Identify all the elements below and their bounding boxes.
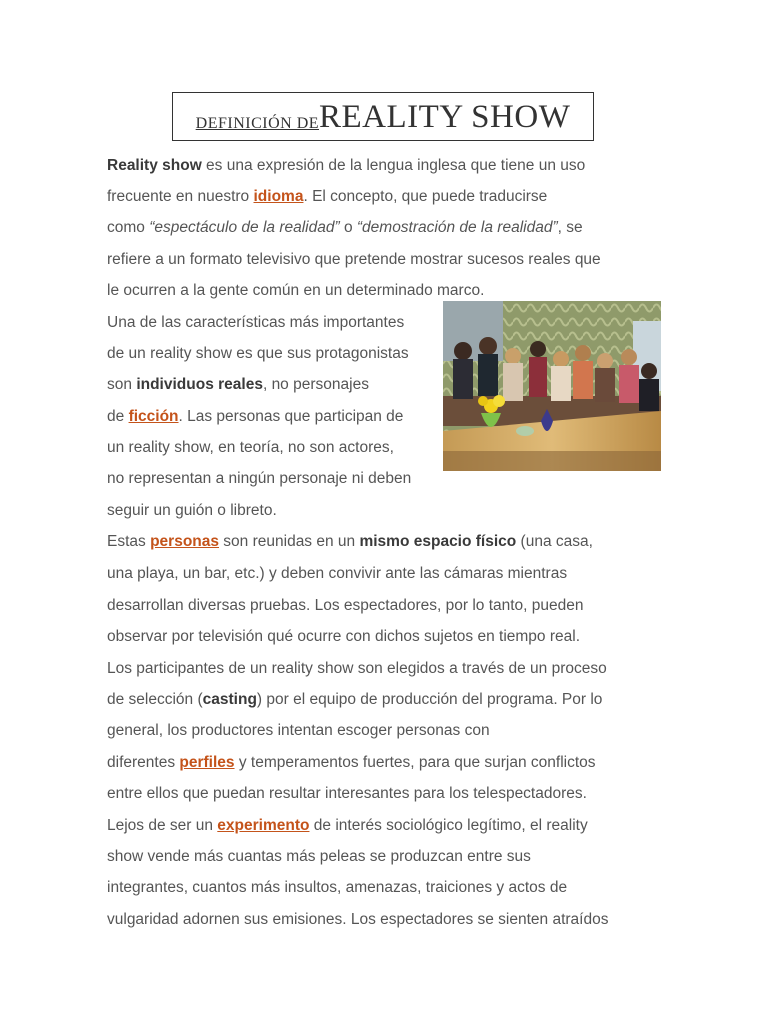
bold-term: casting: [202, 691, 257, 708]
text-run: seguir un guión o libreto.: [107, 502, 277, 519]
text-line: [107, 564, 567, 584]
text-line: [107, 816, 588, 836]
text-run: una playa, un bar, etc.) y deben convivir ante las cámaras mientras: [107, 565, 568, 582]
text-line: [107, 721, 490, 741]
text-run: Estas: [107, 533, 151, 550]
text-line: [107, 532, 593, 552]
text-line: [107, 501, 277, 521]
text-run: frecuente en nuestro: [107, 188, 254, 205]
term-link[interactable]: ficción: [128, 408, 179, 425]
text-run: diferentes: [107, 754, 180, 771]
text-run: Lejos de ser un: [107, 817, 218, 834]
text-line: [107, 753, 596, 773]
text-run: entre ellos que puedan resultar interesantes para los telespectadores.: [107, 785, 587, 802]
text-line: [107, 659, 607, 679]
text-run: . El concepto, que puede traducirse: [303, 188, 548, 205]
text-run: de un reality show es que sus protagonistas: [107, 345, 409, 362]
text-run: general, los productores intentan escoger personas con: [107, 722, 490, 739]
text-run: . Las personas que participan de: [178, 408, 404, 425]
bold-term: individuos reales: [136, 376, 263, 393]
text-line: [107, 847, 531, 867]
text-line: [107, 281, 484, 301]
reality-show-photo: [443, 301, 661, 471]
text-run: de selección (: [107, 691, 203, 708]
text-line: [107, 627, 580, 647]
bold-term: mismo espacio físico: [359, 533, 517, 550]
italic-phrase: “espectáculo de la realidad”: [149, 219, 340, 236]
title-prefix: DEFINICIÓN DE: [195, 115, 320, 132]
text-run: integrantes, cuantos más insultos, amenazas, traiciones y actos de: [107, 879, 568, 896]
text-run: de interés sociológico legítimo, el reality: [309, 817, 588, 834]
term-link[interactable]: experimento: [217, 817, 310, 834]
text-line: [107, 313, 404, 333]
text-line: [107, 469, 411, 489]
term-link[interactable]: idioma: [253, 188, 304, 205]
text-run: son reunidas en un: [219, 533, 360, 550]
text-run: desarrollan diversas pruebas. Los espectadores, por lo tanto, pueden: [107, 597, 584, 614]
text-run: (una casa,: [516, 533, 593, 550]
text-run: vulgaridad adornen sus emisiones. Los espectadores se sienten atraídos: [107, 911, 609, 928]
text-line: [107, 156, 585, 176]
text-line: [107, 407, 403, 427]
text-line: [107, 187, 547, 207]
text-run: , se: [557, 219, 583, 236]
text-run: es una expresión de la lengua inglesa que tiene un uso: [201, 157, 586, 174]
text-run: no representan a ningún personaje ni deben: [107, 470, 412, 487]
text-line: [107, 878, 567, 898]
text-run: un reality show, en teoría, no son actores,: [107, 439, 394, 456]
italic-phrase: “demostración de la realidad”: [356, 219, 558, 236]
text-run: o: [339, 219, 357, 236]
text-line: [107, 596, 584, 616]
text-run: refiere a un formato televisivo que pretende mostrar sucesos reales que: [107, 251, 601, 268]
text-run: observar por televisión qué ocurre con dichos sujetos en tiempo real.: [107, 628, 581, 645]
text-line: [107, 438, 394, 458]
text-line: [107, 690, 602, 710]
text-run: son: [107, 376, 137, 393]
text-run: le ocurren a la gente común en un determinado marco.: [107, 282, 485, 299]
text-line: [107, 218, 583, 238]
term-link[interactable]: personas: [150, 533, 219, 550]
text-run: Una de las características más importantes: [107, 314, 405, 331]
text-run: , no personajes: [262, 376, 369, 393]
text-line: [107, 344, 409, 364]
text-run: show vende más cuantas más peleas se produzcan entre sus: [107, 848, 531, 865]
text-run: ) por el equipo de producción del programa. Por lo: [256, 691, 603, 708]
text-line: [107, 250, 601, 270]
term-link[interactable]: perfiles: [179, 754, 235, 771]
text-run: de: [107, 408, 129, 425]
text-run: como: [107, 219, 150, 236]
text-run: y temperamentos fuertes, para que surjan conflictos: [234, 754, 596, 771]
bold-term: Reality show: [107, 157, 202, 174]
text-line: [107, 375, 369, 395]
text-line: [107, 910, 608, 930]
page-title: [172, 92, 594, 141]
text-run: Los participantes de un reality show son elegidos a través de un proceso: [107, 660, 607, 677]
title-main: REALITY SHOW: [319, 99, 571, 135]
text-line: [107, 784, 587, 804]
